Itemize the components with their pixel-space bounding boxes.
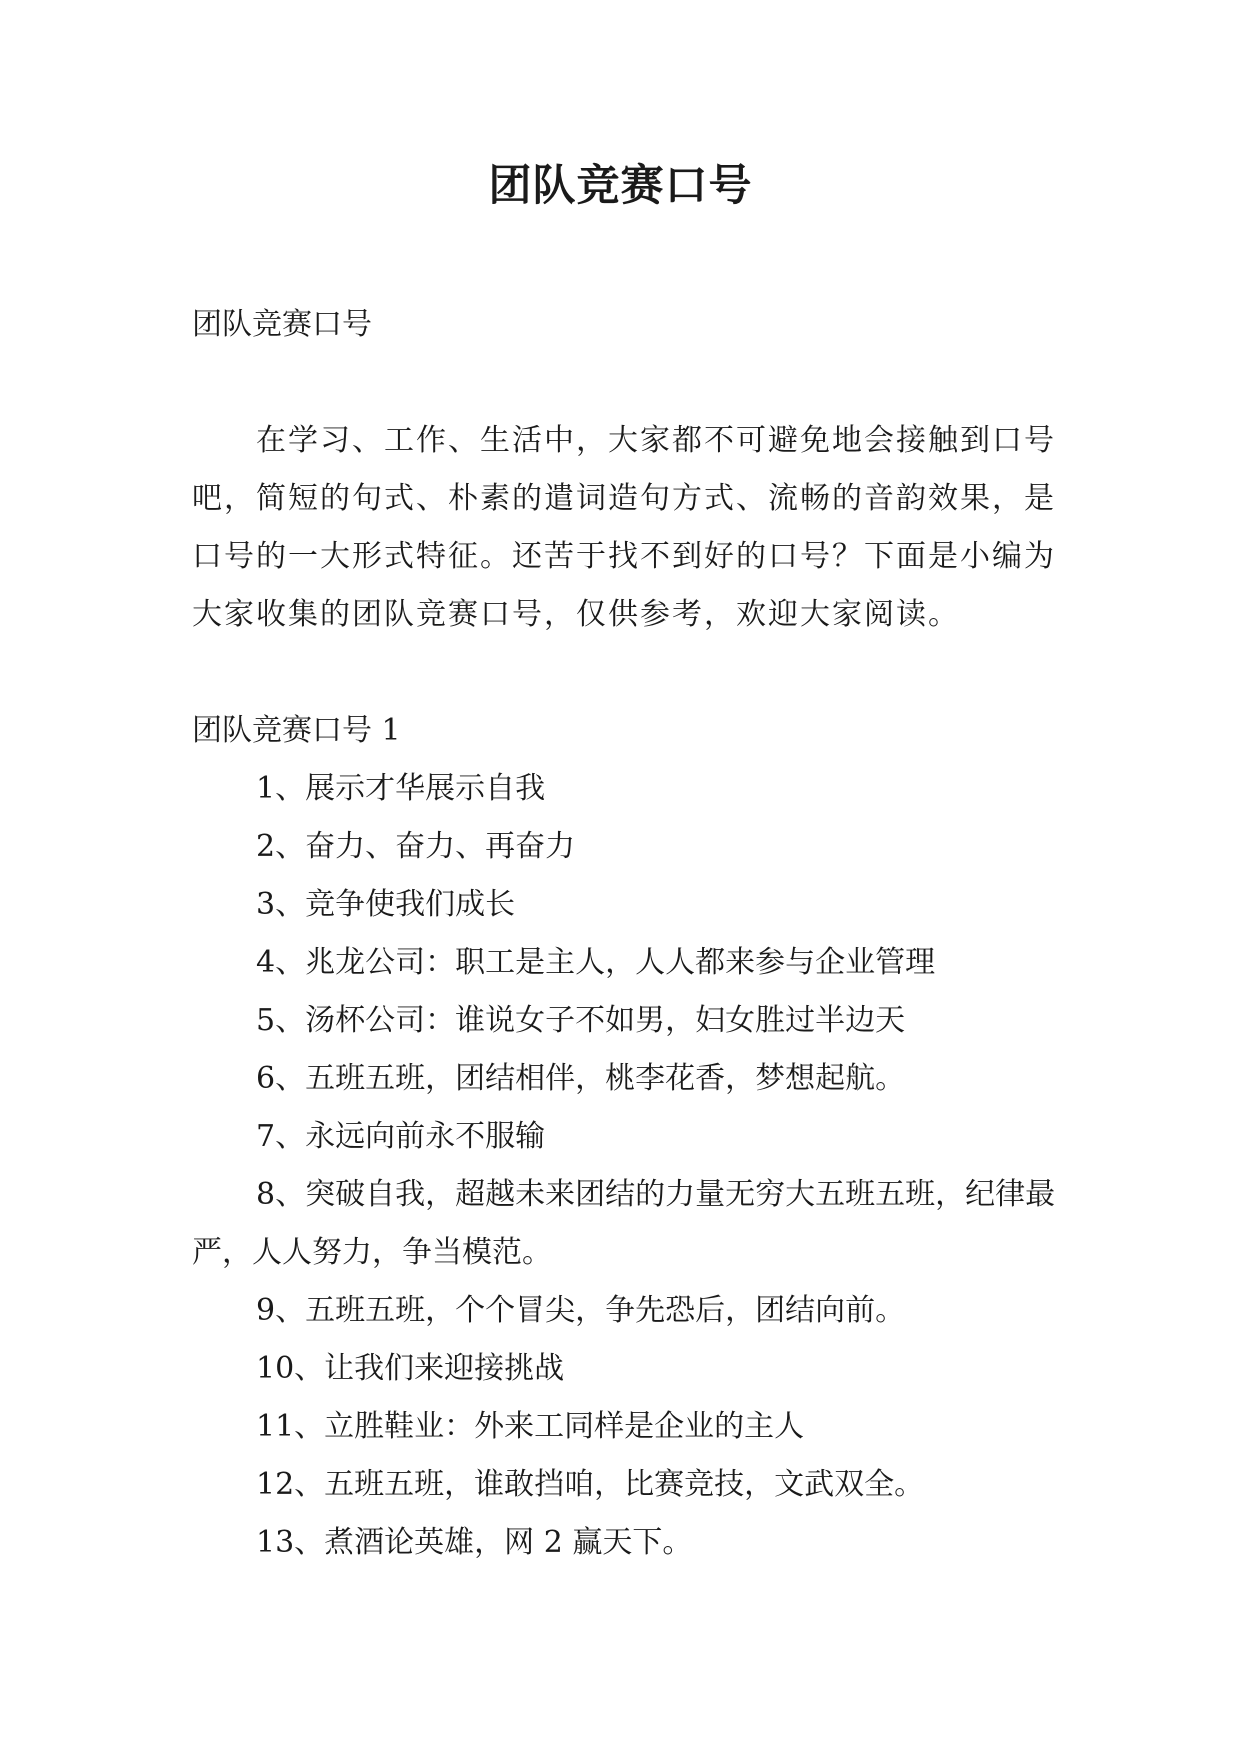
slogan-item: 6、五班五班，团结相伴，桃李花香，梦想起航。	[256, 1061, 906, 1096]
slogan-item: 8、突破自我，超越未来团结的力量无穷大五班五班，纪律最严，人人努力，争当模范。	[192, 1177, 1056, 1270]
slogan-item: 10、让我们来迎接挑战	[256, 1351, 565, 1386]
slogan-item: 5、汤杯公司：谁说女子不如男，妇女胜过半边天	[256, 1003, 906, 1038]
slogan-item: 13、煮酒论英雄，网 2 赢天下。	[256, 1525, 693, 1560]
document-subtitle: 团队竞赛口号	[192, 307, 372, 342]
document-title: 团队竞赛口号	[488, 161, 753, 211]
slogan-item: 11、立胜鞋业：外来工同样是企业的主人	[256, 1409, 805, 1444]
slogan-item: 7、永远向前永不服输	[256, 1119, 546, 1154]
slogan-item: 3、竞争使我们成长	[256, 887, 516, 922]
slogan-item: 2、奋力、奋力、再奋力	[256, 829, 576, 864]
slogan-item: 12、五班五班，谁敢挡咱，比赛竞技，文武双全。	[256, 1467, 925, 1502]
intro-paragraph: 在学习、工作、生活中，大家都不可避免地会接触到口号吧，简短的句式、朴素的遣词造句方式、流畅的音韵效果，是口号的一大形式特征。还苦于找不到好的口号？下面是小编为大家收集的团队竞赛口号，仅供参考，欢迎大家阅读。	[192, 423, 1056, 632]
section-heading: 团队竞赛口号 1	[192, 713, 401, 748]
document-body	[192, 296, 1072, 1572]
slogan-item: 9、五班五班，个个冒尖，争先恐后，团结向前。	[256, 1293, 906, 1328]
slogan-item: 4、兆龙公司：职工是主人，人人都来参与企业管理	[256, 945, 936, 980]
slogan-item: 1、展示才华展示自我	[256, 771, 546, 806]
